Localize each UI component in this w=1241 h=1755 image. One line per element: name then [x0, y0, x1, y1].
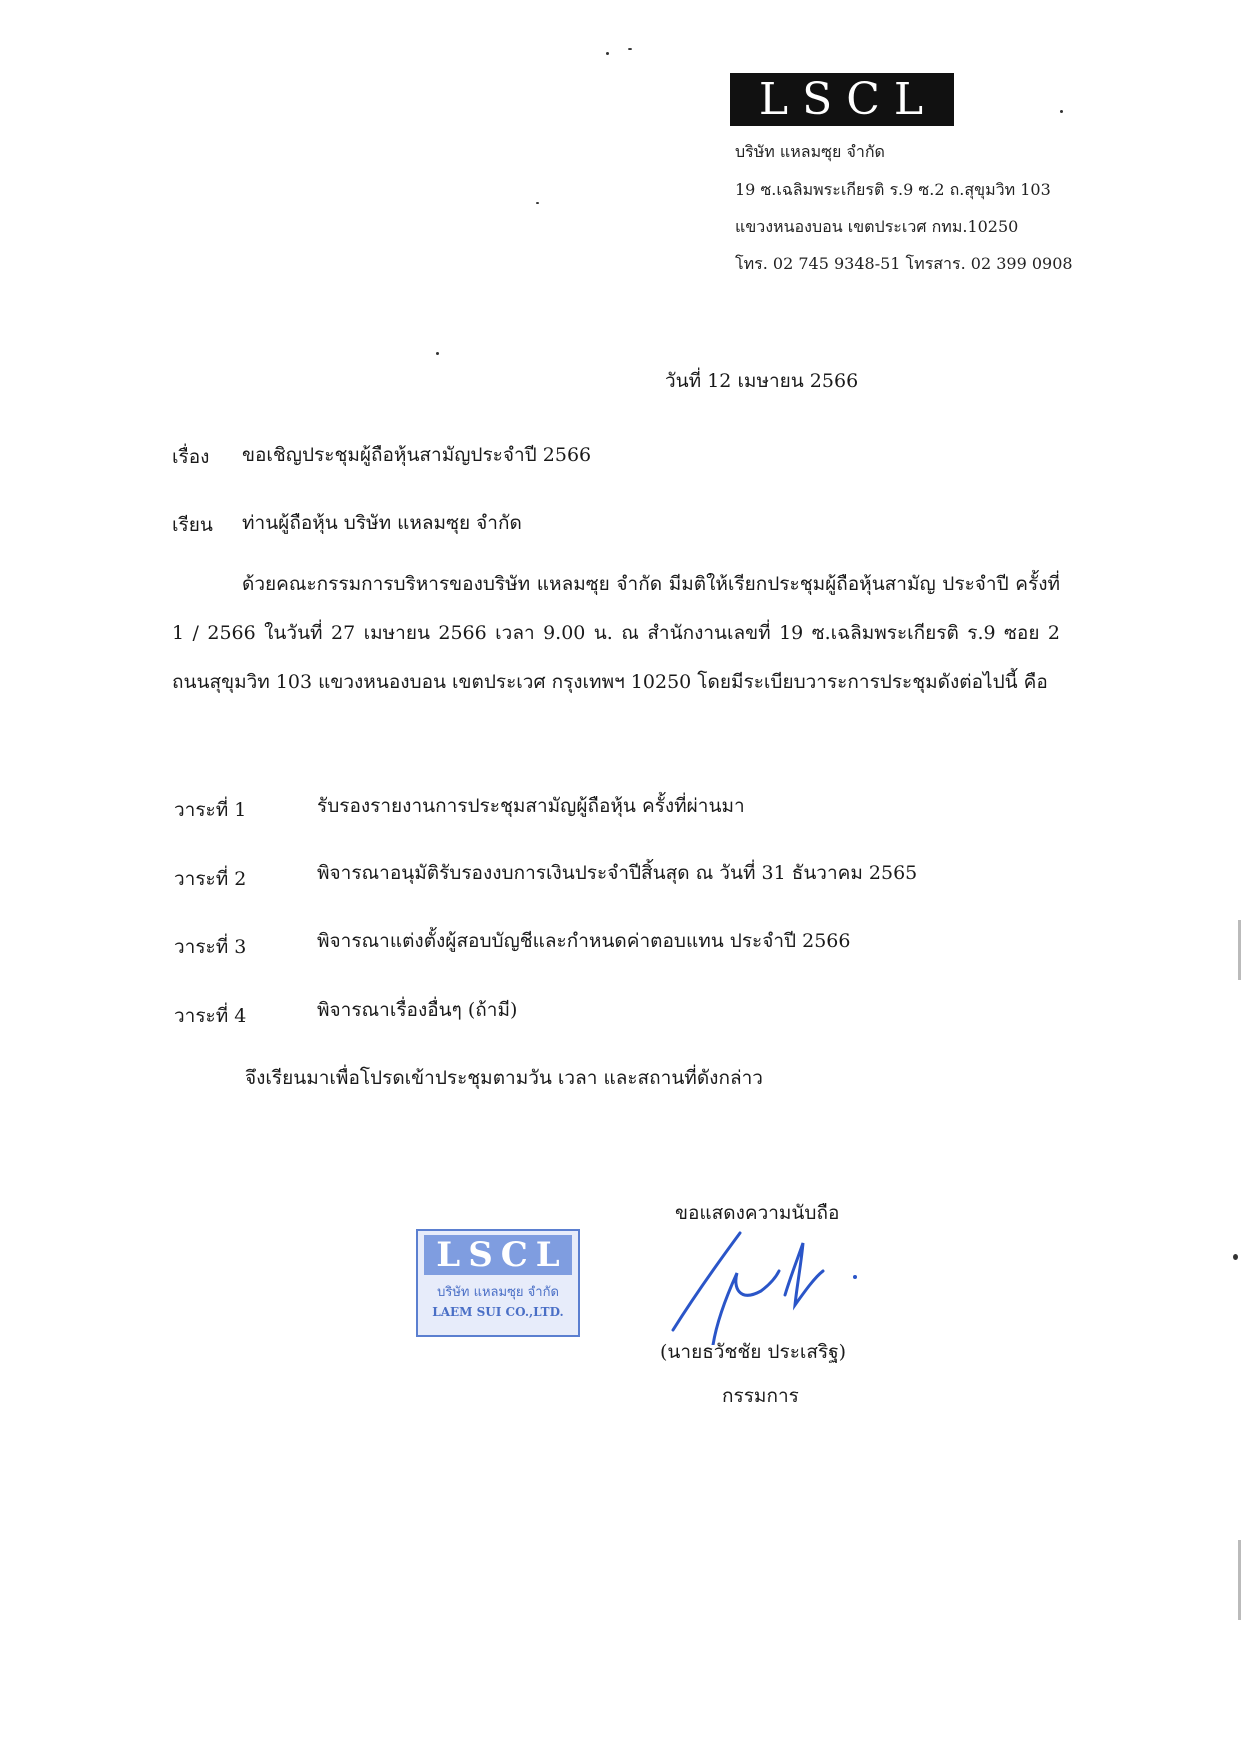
- letter-date: วันที่ 12 เมษายน 2566: [665, 370, 859, 392]
- company-stamp: [416, 1229, 580, 1337]
- company-logo: LSCL: [730, 73, 954, 126]
- signer-position: กรรมการ: [722, 1385, 799, 1407]
- recipient-label: เรียน: [172, 514, 213, 536]
- agenda-number: วาระที่ 4: [174, 1005, 247, 1027]
- stamp-company-th: บริษัท แหลมซุย จำกัด: [437, 1285, 559, 1300]
- agenda-number: วาระที่ 3: [174, 936, 247, 958]
- stamp-company-en: LAEM SUI CO.,LTD.: [432, 1305, 564, 1319]
- signature-icon: [665, 1225, 875, 1345]
- scan-speck: [1060, 110, 1063, 113]
- scan-speck: [436, 352, 439, 355]
- scan-speck: [606, 52, 609, 55]
- agenda-text: รับรองรายงานการประชุมสามัญผู้ถือหุ้น ครั้งที่ผ่านมา: [317, 795, 745, 817]
- subject-label: เรื่อง: [172, 446, 210, 468]
- signer-name: (นายธวัชชัย ประเสริฐ): [660, 1341, 847, 1363]
- stamp-logo: LSCL: [424, 1235, 572, 1275]
- body-paragraph: ด้วยคณะกรรมการบริหารของบริษัท แหลมซุย จำกัด มีมติให้เรียกประชุมผู้ถือหุ้นสามัญ ประจำปี ครั้งที่ 1 / 2566 ในวันที่ 27 เมษายน 2566 เวลา 9.00 น. ณ สำนักงานเลขที่ 19 ซ.เฉลิมพระเกียรติ ร.9 ซอย 2 ถนนสุขุมวิท 103 แขวงหนองบอน เขตประเวศ กรุงเทพฯ 10250 โดยมีระเบียบวาระการประชุมดังต่อไปนี้ คือ: [172, 573, 1060, 693]
- letterhead-address-line1: 19 ซ.เฉลิมพระเกียรติ ร.9 ซ.2 ถ.สุขุมวิท 103: [735, 180, 1051, 199]
- regards-text: ขอแสดงความนับถือ: [675, 1202, 840, 1224]
- agenda-text: พิจารณาเรื่องอื่นๆ (ถ้ามี): [317, 999, 518, 1021]
- recipient-text: ท่านผู้ถือหุ้น บริษัท แหลมซุย จำกัด: [242, 512, 522, 534]
- letterhead-company: บริษัท แหลมซุย จำกัด: [735, 142, 885, 161]
- scan-speck: [1233, 1254, 1238, 1260]
- scan-speck: [628, 48, 632, 50]
- agenda-text: พิจารณาแต่งตั้งผู้สอบบัญชีและกำหนดค่าตอบแทน ประจำปี 2566: [317, 930, 851, 952]
- letterhead-contact: โทร. 02 745 9348-51 โทรสาร. 02 399 0908: [735, 254, 1073, 273]
- scan-speck: [536, 202, 539, 204]
- agenda-text: พิจารณาอนุมัติรับรองงบการเงินประจำปีสิ้นสุด ณ วันที่ 31 ธันวาคม 2565: [317, 862, 918, 884]
- closing-sentence: จึงเรียนมาเพื่อโปรดเข้าประชุมตามวัน เวลา และสถานที่ดังกล่าว: [245, 1067, 763, 1089]
- agenda-number: วาระที่ 1: [174, 799, 247, 821]
- subject-text: ขอเชิญประชุมผู้ถือหุ้นสามัญประจำปี 2566: [242, 444, 592, 466]
- agenda-number: วาระที่ 2: [174, 868, 247, 890]
- letterhead-address-line2: แขวงหนองบอน เขตประเวศ กทม.10250: [735, 217, 1019, 236]
